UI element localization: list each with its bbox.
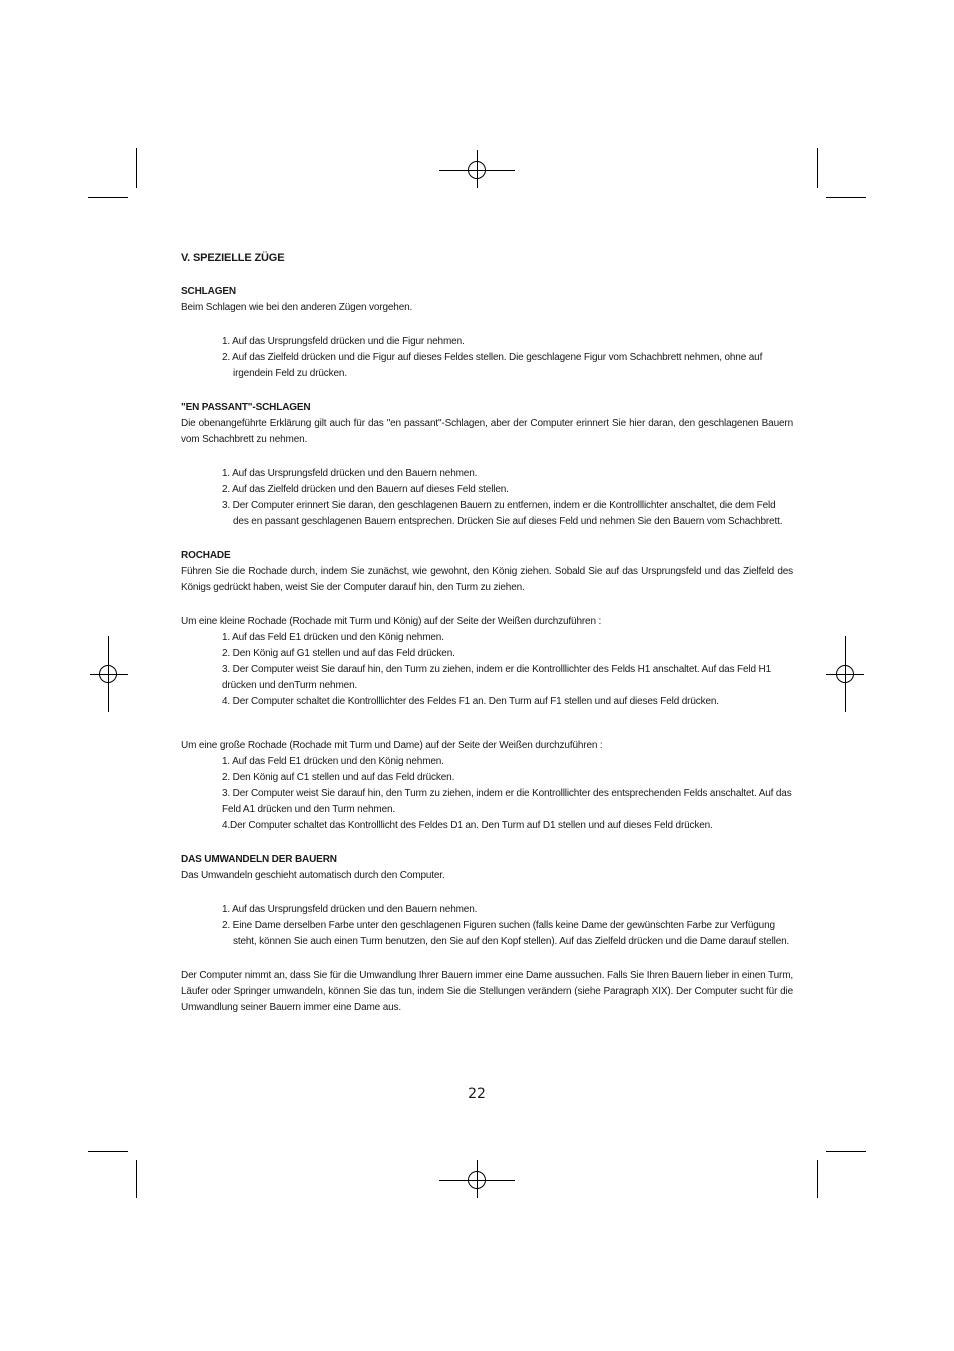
page-title: V. SPEZIELLE ZÜGE [181,252,285,264]
list-item: 2. Den König auf G1 stellen und auf das Feld drücken. [222,648,455,659]
en-passant-steps [181,466,793,530]
big-castling-steps [181,754,793,834]
schlagen-intro: Beim Schlagen wie bei den anderen Zügen vorgehen. [181,302,413,313]
list-item: 2. Den König auf C1 stellen und auf das Feld drücken. [222,772,455,783]
umwandeln-steps [181,902,793,950]
small-castling-intro: Um eine kleine Rochade (Rochade mit Turm und König) auf der Seite der Weißen durchzuführen : [181,616,602,627]
big-castling-intro: Um eine große Rochade (Rochade mit Turm und Dame) auf der Seite der Weißen durchzuführen : [181,740,603,751]
section-heading-en-passant: "EN PASSANT"-SCHLAGEN [181,402,311,413]
list-item: 4. Der Computer schaltet die Kontrolllichter des Feldes F1 an. Den Turm auf F1 stellen und auf dieses Feld drücken. [222,696,719,707]
rochade-intro: Führen Sie die Rochade durch, indem Sie zunächst, wie gewohnt, den König ziehen. Sobald Sie auf das Ursprungsfeld und das Zielfeld des Königs gedrückt haben, weist Sie der Computer darauf hin, den Turm zu ziehen. [181,566,793,593]
list-item: 2. Auf das Zielfeld drücken und den Bauern auf dieses Feld stellen. [222,484,509,495]
schlagen-steps [181,334,793,382]
page-number: 22 [468,1086,486,1102]
section-heading-rochade: ROCHADE [181,550,231,561]
umwandeln-intro: Das Umwandeln geschieht automatisch durch den Computer. [181,870,445,881]
list-item: 1. Auf das Ursprungsfeld drücken und die Figur nehmen. [222,336,465,347]
section-heading-umwandeln: DAS UMWANDELN DER BAUERN [181,854,337,865]
list-item: 4.Der Computer schaltet das Kontrolllicht des Feldes D1 an. Den Turm auf D1 stellen und auf dieses Feld drücken. [222,820,713,831]
list-item: 1. Auf das Ursprungsfeld drücken und den Bauern nehmen. [222,904,478,915]
list-item: 3. Der Computer weist Sie darauf hin, den Turm zu ziehen, indem er die Kontrolllichter des Felds H1 anschaltet. Auf das Feld H1 drücken und denTurm nehmen. [222,664,772,691]
list-item: 2. Eine Dame derselben Farbe unter den geschlagenen Figuren suchen (falls keine Dame der gewünschten Farbe zur Verfügung steht, können Sie auch einen Turm benutzen, den Sie auf den Kopf stellen). Auf das Zielfeld drücken und die Dame darauf stellen. [222,920,790,947]
list-item: 1. Auf das Feld E1 drücken und den König nehmen. [222,756,444,767]
list-item: 3. Der Computer weist Sie darauf hin, den Turm zu ziehen, indem er die Kontrolllichter des entsprechenden Felds anschaltet. Auf das Feld A1 drücken und den Turm nehmen. [222,788,792,815]
small-castling-steps [181,630,793,710]
umwandeln-outro: Der Computer nimmt an, dass Sie für die Umwandlung Ihrer Bauern immer eine Dame aussuchen. Falls Sie Ihren Bauern lieber in einen Turm, Läufer oder Springer umwandeln, können Sie das tun, indem Sie die Stellungen verändern (siehe Paragraph XIX). Der Computer sucht für die Umwandlung seiner Bauern immer eine Dame aus. [181,970,793,1013]
page-content [181,250,793,1016]
list-item: 1. Auf das Feld E1 drücken und den König nehmen. [222,632,444,643]
section-heading-schlagen: SCHLAGEN [181,286,236,297]
list-item: 1. Auf das Ursprungsfeld drücken und den Bauern nehmen. [222,468,478,479]
list-item: 3. Der Computer erinnert Sie daran, den geschlagenen Bauern zu entfernen, indem er die Kontrolllichter anschaltet, die dem Feld des en passant geschlagenen Bauern entsprechen. Drücken Sie auf dieses Feld und nehmen Sie den Bauern vom Schachbrett. [222,500,783,527]
list-item: 2. Auf das Zielfeld drücken und die Figur auf dieses Feldes stellen. Die geschlagene Figur vom Schachbrett nehmen, ohne auf irgendein Feld zu drücken. [222,352,763,379]
en-passant-intro: Die obenangeführte Erklärung gilt auch für das "en passant"-Schlagen, aber der Computer erinnert Sie hier daran, den geschlagenen Bauern vom Schachbrett zu nehmen. [181,418,793,445]
